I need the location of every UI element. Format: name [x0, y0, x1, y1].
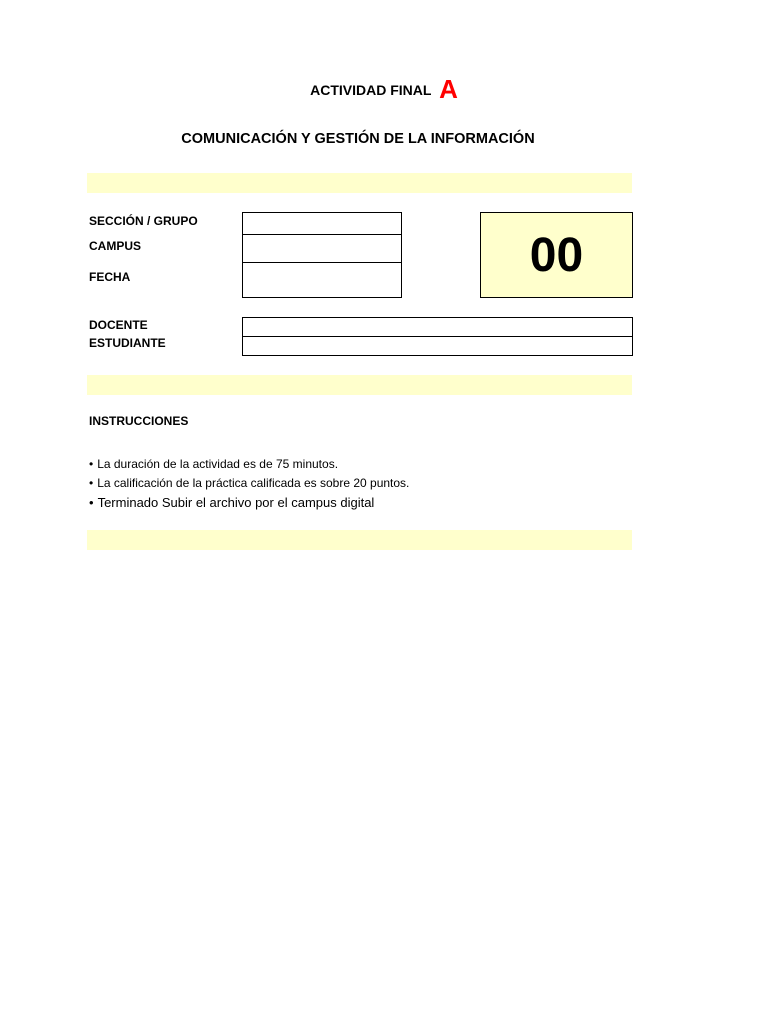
docente-label: DOCENTE [89, 318, 148, 332]
instruction-item [89, 455, 409, 474]
fecha-field[interactable] [242, 262, 402, 298]
highlight-band-top [87, 173, 632, 193]
title-text: ACTIVIDAD FINAL [310, 82, 432, 98]
highlight-band-bottom [87, 530, 632, 550]
instructions-list [89, 455, 409, 512]
instruction-text: La duración de la actividad es de 75 minutos. [97, 457, 339, 471]
variant-letter: A [439, 74, 458, 104]
bullet-icon: • [89, 457, 94, 471]
score-box: 00 [480, 212, 633, 298]
highlight-band-middle [87, 375, 632, 395]
course-subtitle: COMUNICACIÓN Y GESTIÓN DE LA INFORMACIÓN [181, 131, 535, 147]
instruction-text: Terminado Subir el archivo por el campus digital [97, 495, 375, 510]
campus-label: CAMPUS [89, 239, 142, 253]
instruction-item [89, 493, 409, 512]
bullet-icon: • [89, 495, 94, 510]
page-title [0, 74, 768, 105]
estudiante-label: ESTUDIANTE [89, 336, 166, 350]
campus-field[interactable] [242, 234, 402, 263]
docente-field[interactable] [242, 317, 633, 337]
bullet-icon: • [89, 476, 94, 490]
instruction-item [89, 474, 409, 493]
fecha-label: FECHA [89, 270, 131, 284]
estudiante-field[interactable] [242, 336, 633, 356]
instruction-text: La calificación de la práctica calificada es sobre 20 puntos. [97, 476, 410, 490]
seccion-label: SECCIÓN / GRUPO [89, 214, 198, 228]
seccion-field[interactable] [242, 212, 402, 235]
instructions-title: INSTRUCCIONES [89, 414, 189, 428]
